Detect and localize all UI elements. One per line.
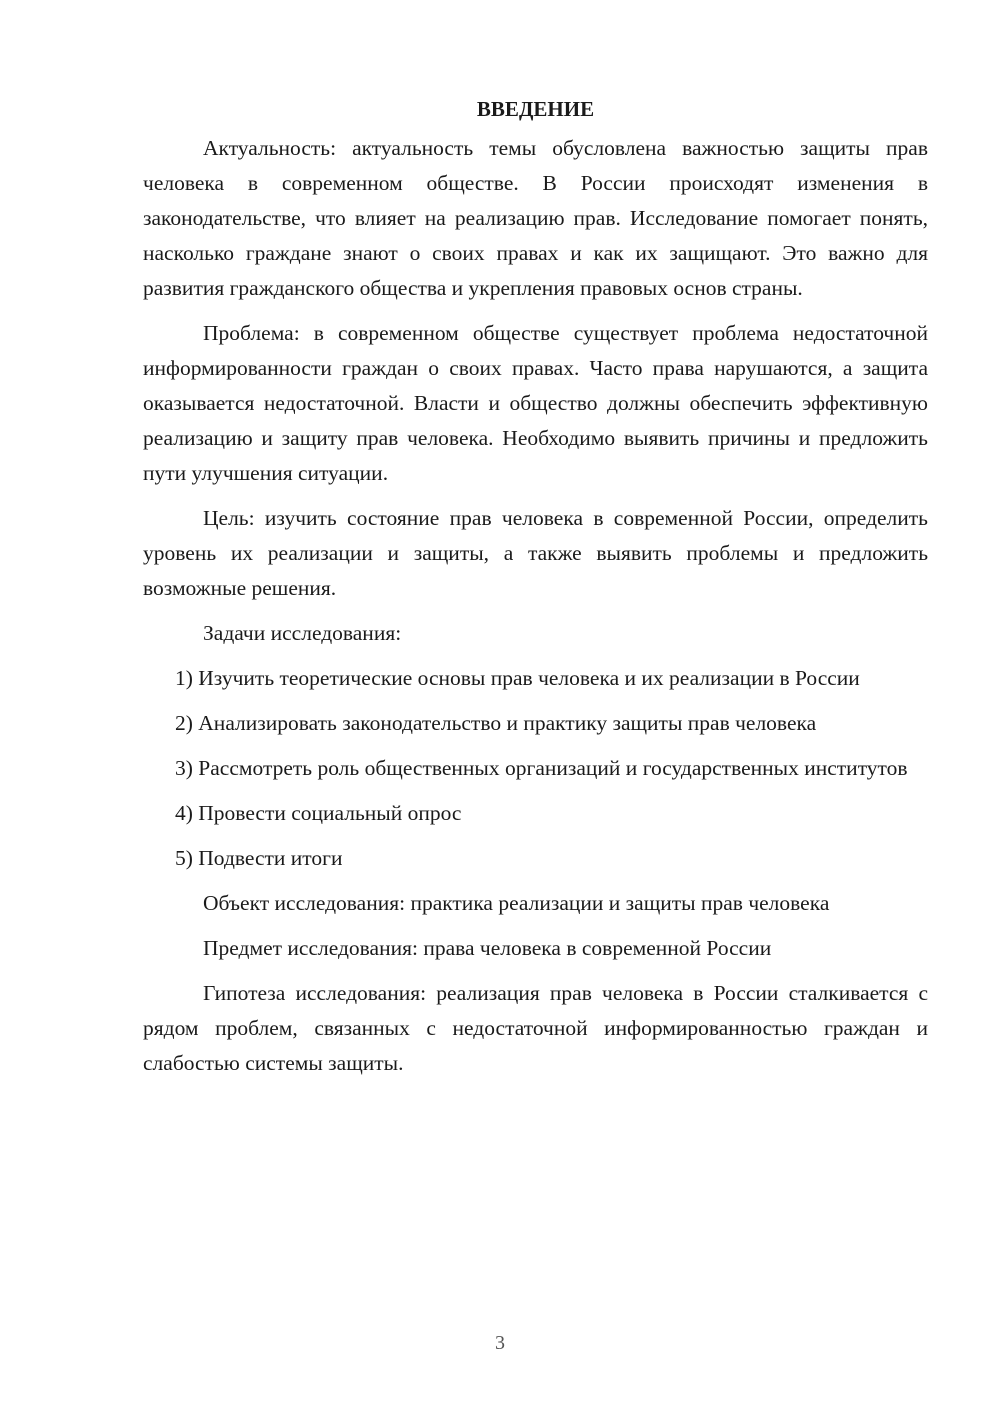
paragraph-relevance: Актуальность: актуальность темы обусловлена важностью защиты прав человека в современном обществе. В России происходят изменения в законодательстве, что влияет на реализацию прав. Исследование помогает понять, насколько граждане знают о своих правах и как их защищают. Это важно для развития гражданского общества и укрепления правовых основ страны. [143,136,928,300]
task-item-2: 2) Анализировать законодательство и практику защиты прав человека [175,711,817,735]
paragraph-object: Объект исследования: практика реализации и защиты прав человека [203,891,830,915]
document-page [143,92,928,1091]
page-number: 3 [495,1332,505,1354]
task-item-4: 4) Провести социальный опрос [175,801,462,825]
document-title: ВВЕДЕНИЕ [476,97,595,121]
paragraph-subject: Предмет исследования: права человека в современной России [203,936,772,960]
task-item-5: 5) Подвести итоги [175,846,343,870]
tasks-list [143,661,928,876]
tasks-heading: Задачи исследования: [203,621,402,645]
paragraph-goal: Цель: изучить состояние прав человека в современной России, определить уровень их реализации и защиты, а также выявить проблемы и предложить возможные решения. [143,506,928,600]
paragraph-problem: Проблема: в современном обществе существует проблема недостаточной информированности граждан о своих правах. Часто права нарушаются, а защита оказывается недостаточной. Власти и общество должны обеспечить эффективную реализацию и защиту прав человека. Необходимо выявить причины и предложить пути улучшения ситуации. [143,321,928,485]
paragraph-hypothesis: Гипотеза исследования: реализация прав человека в России сталкивается с рядом проблем, связанных с недостаточной информированностью граждан и слабостью системы защиты. [143,981,928,1075]
task-item-1: 1) Изучить теоретические основы прав человека и их реализации в России [175,666,860,690]
task-item-3: 3) Рассмотреть роль общественных организаций и государственных институтов [175,756,908,780]
